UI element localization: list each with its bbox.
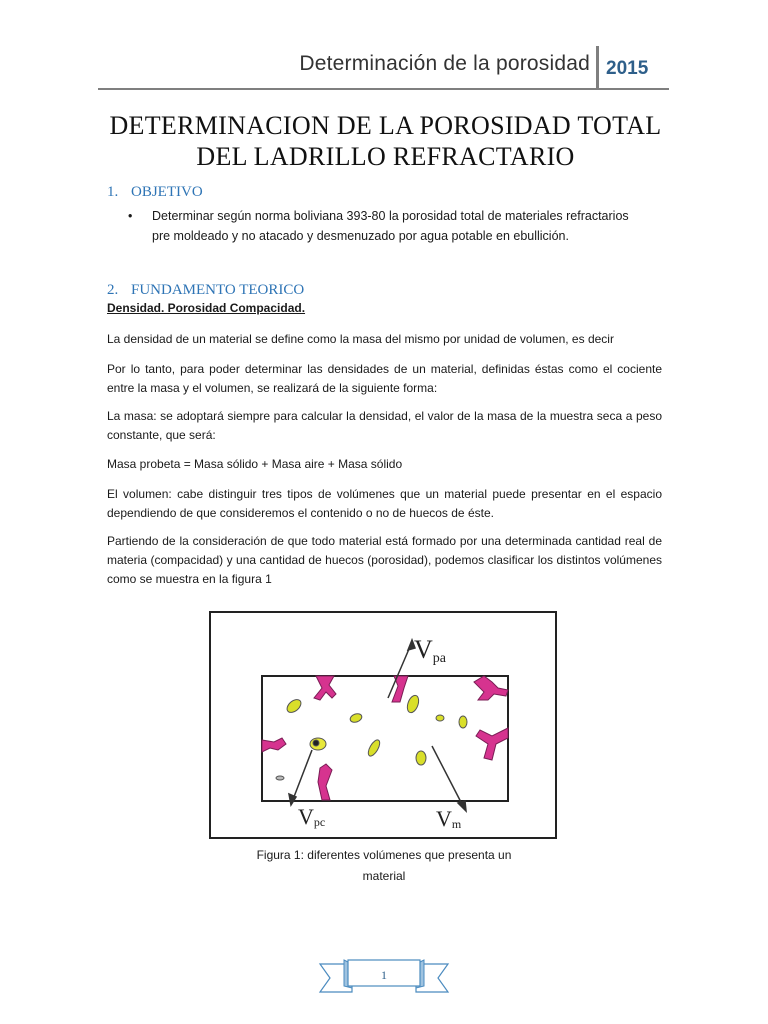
label-vm: Vm [436, 806, 462, 831]
bullet-text: Determinar según norma boliviana 393-80 la porosidad total de materiales refractarios pre moldeado y no atacado y desmenuzado por agua potable en ebullición. [152, 209, 629, 243]
paragraph: Partiendo de la consideración de que todo material está formado por una determinada cantidad real de materia (compacidad) y una cantidad de huecos (porosidad), podemos clasificar los distintos volúmenes como se muestra en la figura 1 [107, 534, 662, 586]
header-divider [596, 46, 599, 88]
section-heading-objetivo [107, 184, 203, 201]
document-title [98, 110, 673, 172]
document-title-line-1: DETERMINACION DE LA POROSIDAD TOTAL [109, 111, 662, 140]
caption-line-2: material [362, 869, 406, 883]
figure-drawing [208, 610, 560, 842]
header-year: 2015 [606, 58, 649, 79]
page-number: 1 [381, 968, 387, 982]
figure-caption [200, 845, 568, 887]
label-vpa: Vpa [414, 635, 446, 666]
subheading: Densidad. Porosidad Compacidad. [107, 301, 306, 315]
page-number-badge [318, 958, 450, 998]
section-title: OBJETIVO [131, 184, 203, 200]
paragraph: La densidad de un material se define como la masa del mismo por unidad de volumen, es decir [107, 332, 614, 346]
section-heading-fundamento [107, 282, 304, 299]
bullet-icon: • [128, 209, 133, 223]
figure-volumes [208, 610, 560, 842]
paragraph: Masa probeta = Masa sólido + Masa aire + Masa sólido [107, 457, 403, 471]
label-vpc: Vpc [298, 804, 326, 829]
caption-line-1: Figura 1: diferentes volúmenes que presenta un [256, 848, 512, 862]
paragraph: La masa: se adoptará siempre para calcular la densidad, el valor de la masa de la muestra seca a peso constante, que será: [107, 409, 662, 442]
document-title-line-2: DEL LADRILLO REFRACTARIO [196, 142, 575, 171]
section-number: 1. [107, 184, 119, 200]
header-rule [98, 88, 669, 90]
list-item [128, 206, 648, 246]
header-title: Determinación de la porosidad [299, 52, 590, 75]
section-title: FUNDAMENTO TEORICO [131, 282, 305, 298]
paragraph: Por lo tanto, para poder determinar las densidades de un material, definidas éstas como el cociente entre la masa y el volumen, se realizará de la siguiente forma: [107, 362, 662, 395]
section-number: 2. [107, 282, 119, 298]
paragraph: El volumen: cabe distinguir tres tipos de volúmenes que un material puede presentar en el espacio dependiendo de que consideremos el contenido o no de huecos de éste. [107, 487, 662, 520]
